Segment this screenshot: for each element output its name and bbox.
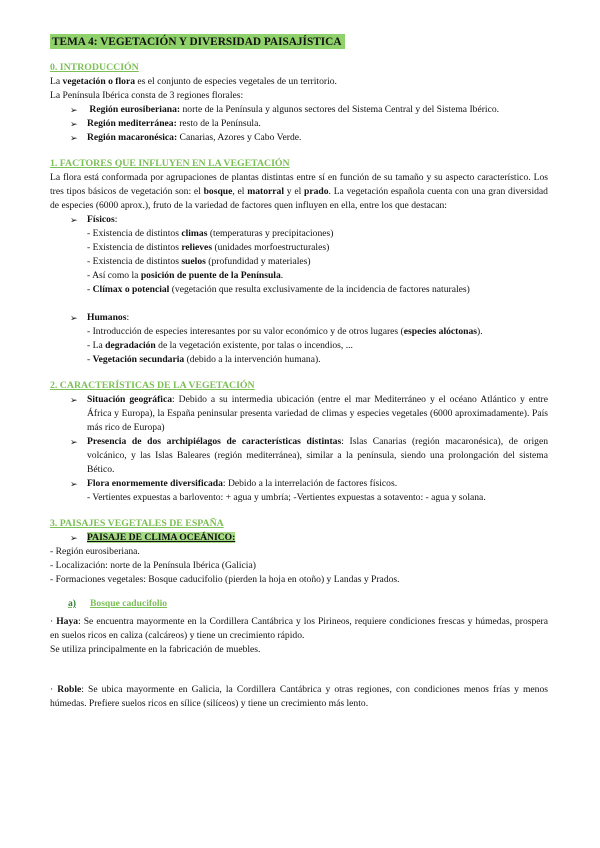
region-item-macaronesica: ➢ Región macaronésica: Canarias, Azores y Cabo Verde. (70, 132, 302, 143)
arrow-bullet-icon: ➢ (70, 119, 78, 129)
factor-fisicos: ➢ Físicos: (70, 214, 118, 225)
haya-uso: Se utiliza principalmente en la fabricación de muebles. (50, 644, 261, 655)
humano-secundaria: - Vegetación secundaria (debido a la intervención humana). (87, 354, 321, 365)
arrow-bullet-icon: ➢ (70, 105, 78, 115)
region-item-mediterranea: ➢ Región mediterránea: resto de la Península. (70, 118, 261, 129)
fisico-posicion: - Así como la posición de puente de la Península. (87, 270, 284, 281)
arrow-bullet-icon: ➢ (70, 313, 78, 323)
roble-paragraph: · Roble: Se ubica mayormente en Galicia, la Cordillera Cantábrica y otras regiones, con condiciones menos frías y menos húmedas. Prefiere suelos ricos en sílice (silíceos) y tiene un crecimiento más lento. (50, 684, 549, 709)
document-title: TEMA 4: VEGETACIÓN Y DIVERSIDAD PAISAJÍSTICA (50, 34, 345, 49)
factor-humanos: ➢ Humanos: (70, 312, 130, 323)
caracteristica-flora: ➢ Flora enormemente diversificada: Debido a la interrelación de factores físicos. (70, 478, 398, 489)
fisico-relieves: - Existencia de distintos relieves (unidades morfoestructurales) (87, 242, 330, 253)
oceanico-localizacion: - Localización: norte de la Península Ibérica (Galicia) (50, 560, 256, 571)
section-3-heading: 3. PAISAJES VEGETALES DE ESPAÑA (50, 518, 224, 529)
oceanico-region: - Región eurosiberiana. (50, 546, 140, 557)
humano-aloctonas: - Introducción de especies interesantes por su valor económico y de otros lugares (especies alóctonas). (87, 326, 483, 337)
vertientes-line: - Vertientes expuestas a barlovento: + agua y umbría; -Vertientes expuestas a sotavento: - agua y solana. (87, 492, 486, 503)
factors-paragraph: La flora está conformada por agrupaciones de plantas distintas entre sí en función de su tamaño y su aspecto característico. Los tres tipos básicos de vegetación son: el bosque, el matorral y el prado. La vegetación española cuenta con una gran diversidad de especies (6000 aprox.), fruto de la variedad de factores quen influyen en ella, entre los que destacan: (50, 172, 548, 211)
fisico-climas: - Existencia de distintos climas (temperaturas y precipitaciones) (87, 228, 334, 239)
document-page (50, 34, 548, 711)
humano-degradacion: - La degradación de la vegetación existente, por talas o incendios, ... (87, 340, 353, 351)
fisico-suelos: - Existencia de distintos suelos (profundidad y materiales) (87, 256, 311, 267)
arrow-bullet-icon: ➢ (70, 133, 78, 143)
region-item-eurosiberiana: ➢ Región eurosiberiana: norte de la Península y algunos sectores del Sistema Central y del Sistema Ibérico. (70, 104, 500, 115)
section-0-heading: 0. INTRODUCCIÓN (50, 62, 139, 73)
caracteristica-situacion: ➢ Situación geográfica: Debido a su intermedia ubicación (entre el mar Mediterráneo y el océano Atlántico y entre África y Europa), la España peninsular presenta variedad de climas y especies vegetales (6000 aproximadamente). País más rico de Europa) (70, 394, 548, 433)
intro-definition: La vegetación o flora es el conjunto de especies vegetales de un territorio. (50, 76, 337, 87)
section-2-heading: 2. CARACTERÍSTICAS DE LA VEGETACIÓN (50, 380, 255, 391)
bosque-caducifolio-heading: a) Bosque caducifolio (68, 598, 168, 609)
haya-paragraph: · Haya: Se encuentra mayormente en la Cordillera Cantábrica y los Pirineos, requiere condiciones frescas y húmedas, prospera en suelos ricos en caliza (calcáreos) y tiene un crecimiento rápido. (50, 616, 549, 641)
arrow-bullet-icon: ➢ (70, 533, 78, 543)
oceanico-formaciones: - Formaciones vegetales: Bosque caducifolio (pierden la hoja en otoño) y Landas y Prados. (50, 574, 400, 585)
arrow-bullet-icon: ➢ (70, 215, 78, 225)
paisaje-oceanico-heading: ➢ PAISAJE DE CLIMA OCEÁNICO: (70, 532, 236, 543)
intro-regions-lead: La Península Ibérica consta de 3 regiones florales: (50, 90, 244, 101)
arrow-bullet-icon: ➢ (70, 395, 78, 405)
section-1-heading: 1. FACTORES QUE INFLUYEN EN LA VEGETACIÓN (50, 158, 290, 169)
caracteristica-archipielagos: ➢ Presencia de dos archipiélagos de características distintas: Islas Canarias (región macaronésica), de origen volcánico, y las Islas Baleares (región mediterránea), similar a la península, siendo una prolongación del sistema Bético. (70, 436, 548, 475)
arrow-bullet-icon: ➢ (70, 437, 78, 447)
fisico-climax: - Clímax o potencial (vegetación que resulta exclusivamente de la incidencia de factores naturales) (87, 284, 470, 295)
arrow-bullet-icon: ➢ (70, 479, 78, 489)
